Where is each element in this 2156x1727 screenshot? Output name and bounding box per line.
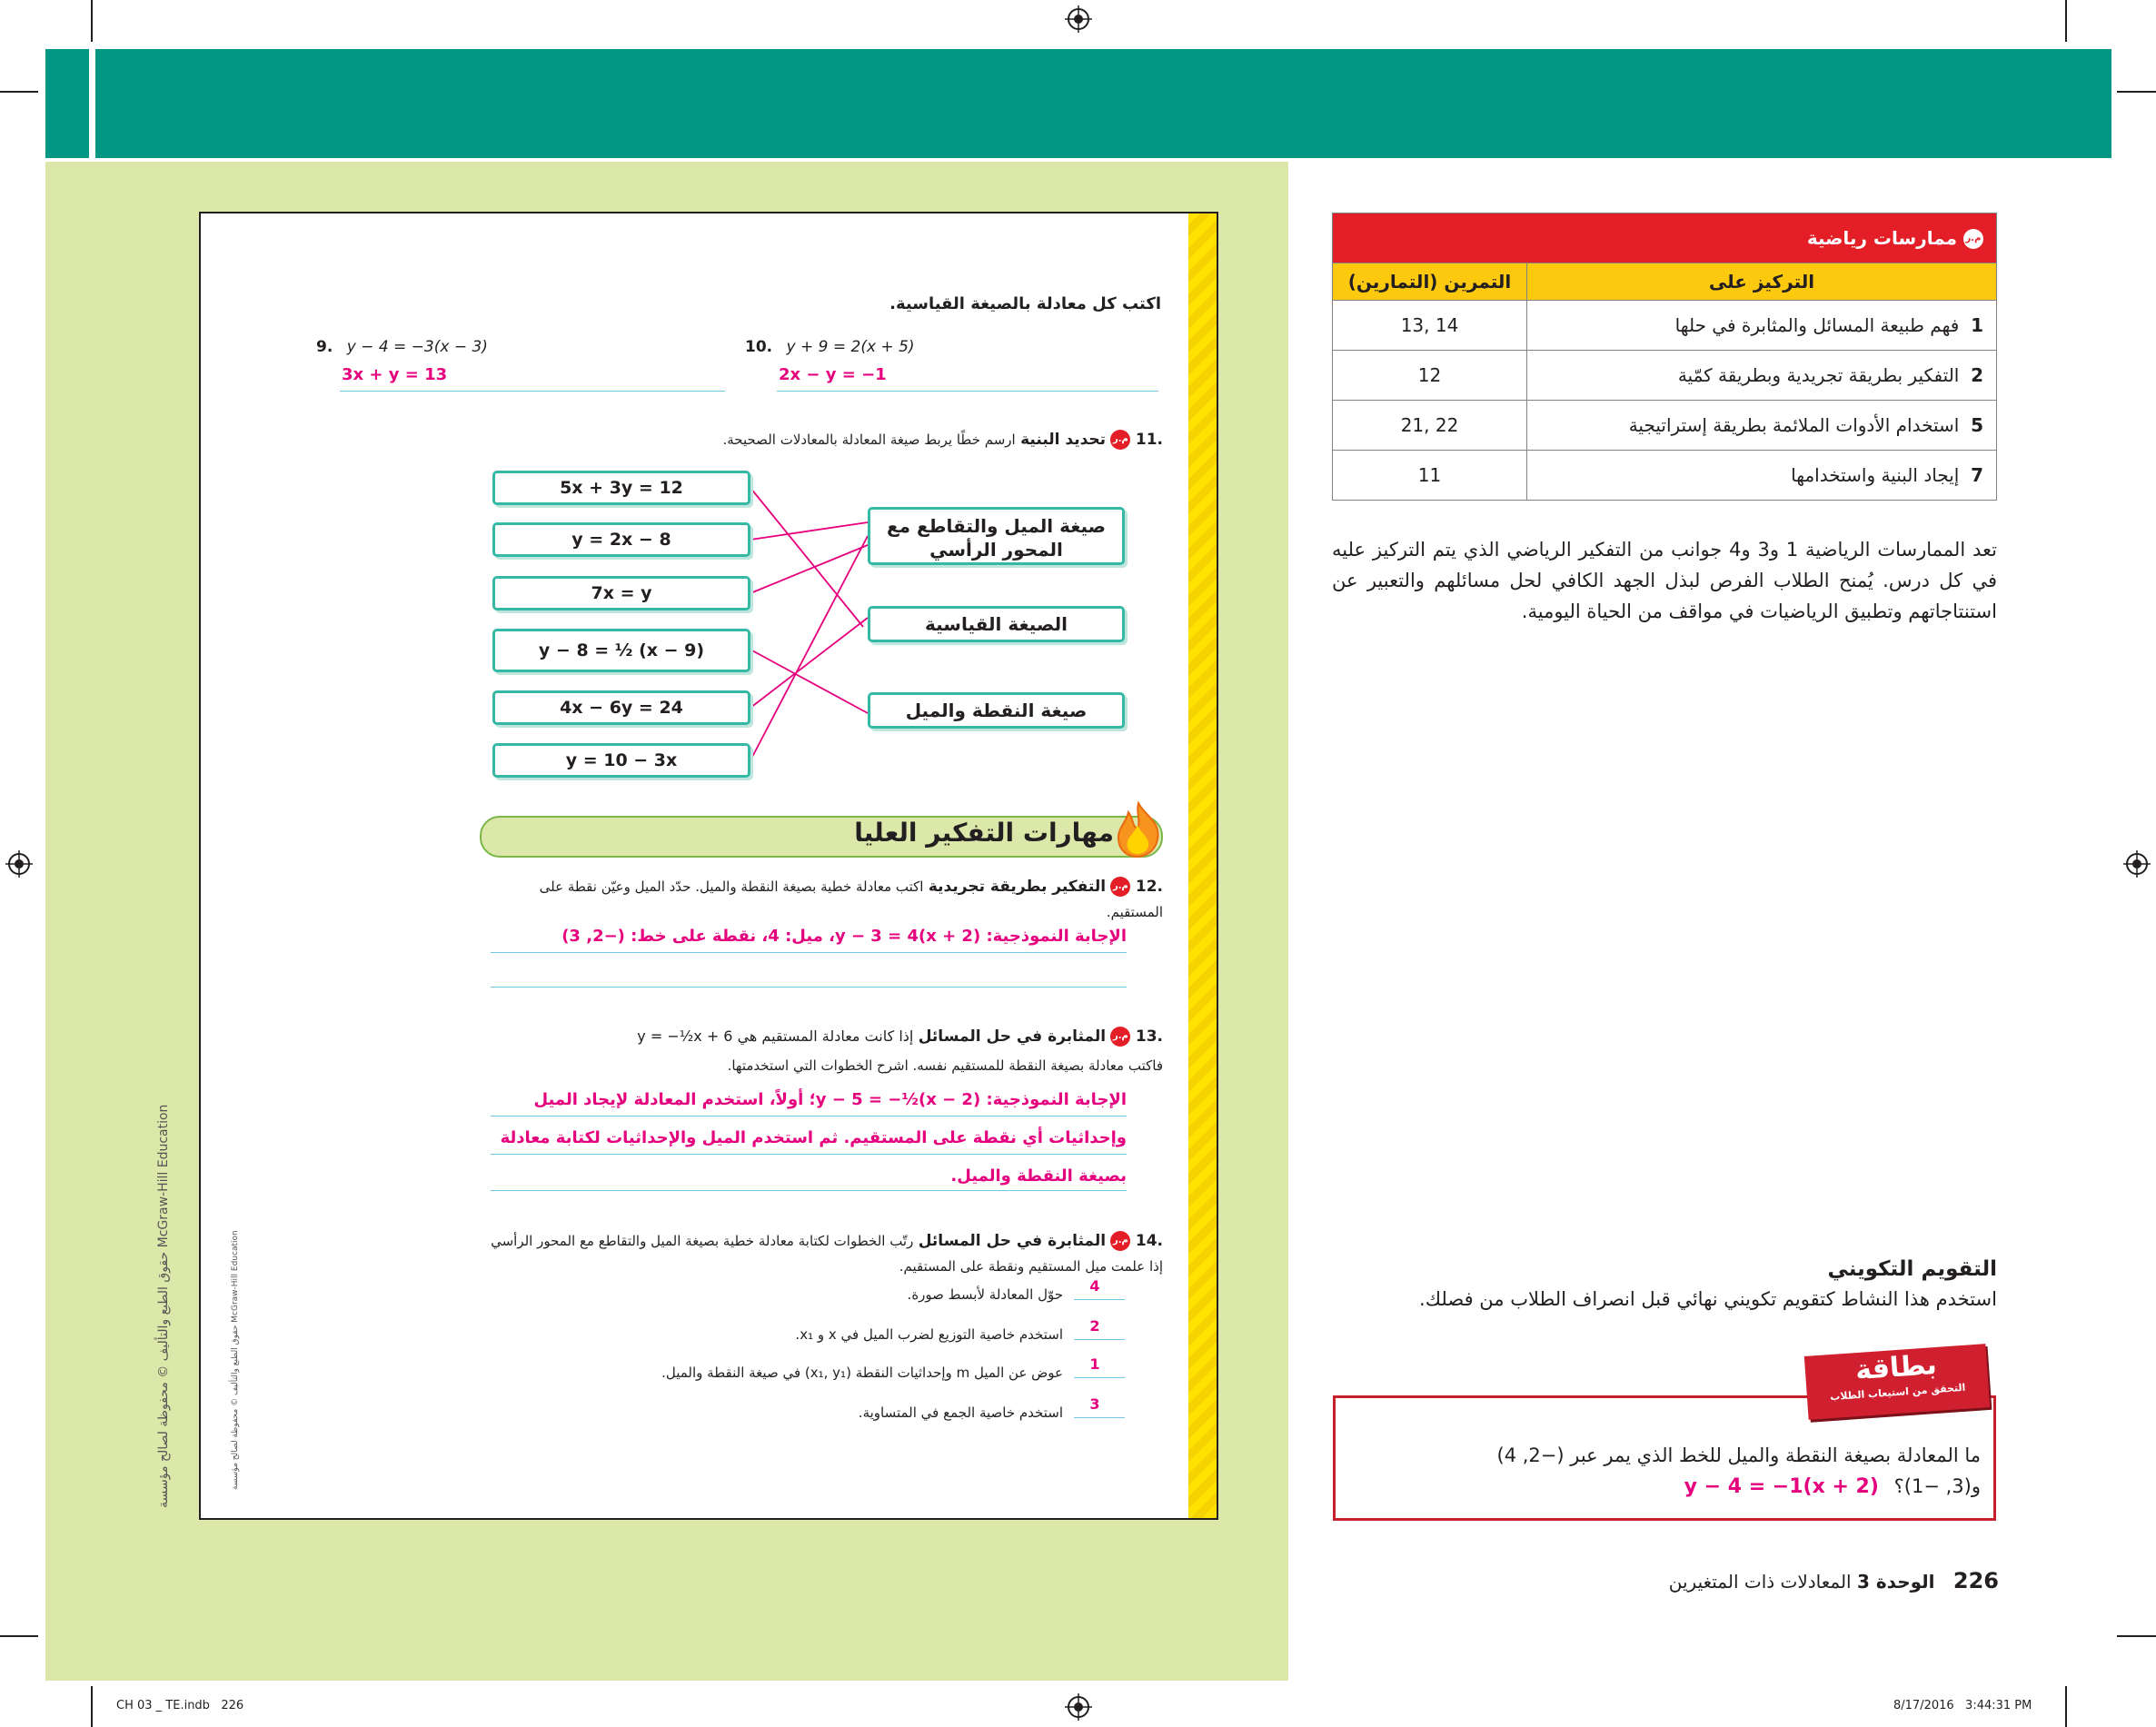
answer-line bbox=[777, 391, 1158, 392]
hots-title: مهارات التفكير العليا bbox=[854, 818, 1114, 848]
practice-number: 5 bbox=[1971, 414, 1983, 436]
math-practice-icon: م.ر bbox=[1110, 877, 1130, 897]
practice-number: 1 bbox=[1971, 314, 1983, 336]
equation-box: y = 2x − 8 bbox=[492, 522, 750, 557]
q11-number: .11 bbox=[1135, 431, 1163, 449]
answer-line bbox=[1074, 1339, 1125, 1340]
student-page bbox=[199, 212, 1218, 1520]
assessment-question-tail: و(3, −1)؟ bbox=[1893, 1475, 1981, 1497]
practice-exercises: 12 bbox=[1333, 351, 1527, 401]
q12 bbox=[491, 874, 1163, 925]
q11 bbox=[563, 430, 1163, 450]
col-focus: التركيز على bbox=[1527, 263, 1997, 301]
q11-text: ارسم خطًا يربط صيغة المعادلة بالمعادلات الصحيحة. bbox=[722, 432, 1016, 448]
q12-title: التفكير بطريقة تجريدية bbox=[928, 878, 1107, 896]
q14-number: .14 bbox=[1135, 1232, 1163, 1250]
form-box-standard: الصيغة القياسية bbox=[868, 606, 1125, 642]
q14-step: استخدم خاصية الجمع في المتساوية. bbox=[858, 1404, 1063, 1421]
practices-title: ممارسات رياضية bbox=[1806, 226, 1958, 249]
math-practices-table bbox=[1332, 213, 1997, 501]
q14 bbox=[491, 1228, 1163, 1279]
q10 bbox=[745, 338, 915, 356]
unit-label: الوحدة 3 bbox=[1856, 1571, 1935, 1593]
q13-answer-line2: وإحداثيات أي نقطة على المستقيم. ثم استخدم الميل والإحداثيات لكتابة معادلة bbox=[500, 1128, 1127, 1147]
side-copyright-small: حقوق الطبع والتأليف © محفوظة لصالح مؤسسة McGraw-Hill Education bbox=[231, 1230, 240, 1490]
q11-title: تحديد البنية bbox=[1020, 431, 1107, 449]
form-box-point-slope: صيغة النقطة والميل bbox=[868, 692, 1125, 729]
answer-line bbox=[491, 952, 1127, 953]
q13-text2: فاكتب معادلة بصيغة النقطة للمستقيم نفسه. اشرح الخطوات التي استخدمتها. bbox=[727, 1057, 1163, 1074]
q12-answer: الإجابة النموذجية: y − 3 = 4(x + 2)، ميل: 4، نقطة على خط: (−2, 3) bbox=[561, 927, 1127, 946]
ticket-title: بطاقة bbox=[1854, 1348, 1938, 1387]
q14-step: استخدم خاصية التوزيع لضرب الميل في x و x₁. bbox=[795, 1326, 1063, 1343]
math-practice-icon: م.ر bbox=[1963, 229, 1983, 249]
table-row bbox=[1333, 401, 1997, 451]
practice-exercises: 13, 14 bbox=[1333, 301, 1527, 351]
practice-exercises: 11 bbox=[1333, 451, 1527, 501]
practice-focus: استخدام الأدوات الملائمة بطريقة إستراتيجية bbox=[1628, 414, 1960, 436]
slug-date: 8/17/2016 3:44:31 PM bbox=[1893, 1699, 2032, 1712]
unit-title: المعادلات ذات المتغيرين bbox=[1668, 1571, 1852, 1593]
col-exercise: التمرين (التمارين) bbox=[1333, 263, 1527, 301]
crop-mark bbox=[91, 1686, 93, 1727]
equation-box: 7x = y bbox=[492, 576, 750, 610]
q9-number: 9. bbox=[316, 338, 333, 356]
table-row bbox=[1333, 351, 1997, 401]
assessment-question-line1: ما المعادلة بصيغة النقطة والميل للخط الذي يمر عبر (−2, 4) bbox=[1496, 1444, 1981, 1466]
q9-answer: 3x + y = 13 bbox=[342, 365, 448, 384]
page-number: 226 bbox=[1952, 1568, 1999, 1593]
table-row bbox=[1333, 301, 1997, 351]
q13-title: المثابرة في حل المسائل bbox=[918, 1027, 1107, 1046]
assessment-answer: y − 4 = −1(x + 2) bbox=[1684, 1475, 1879, 1498]
header-bar bbox=[45, 49, 2111, 158]
registration-mark-bottom bbox=[1065, 1693, 1092, 1721]
q10-number: 10. bbox=[745, 338, 773, 356]
practices-header bbox=[1333, 213, 1997, 263]
q13-answer-line1: الإجابة النموذجية: y − 5 = −½(x − 2)؛ أولاً، استخدم المعادلة لإيجاد الميل bbox=[533, 1090, 1127, 1109]
q14-step-number: 3 bbox=[1089, 1395, 1100, 1413]
side-copyright: حقوق الطبع والتأليف © محفوظة لصالح مؤسسة McGraw-Hill Education bbox=[156, 1104, 171, 1508]
assessment-question-line2 bbox=[1354, 1475, 1981, 1498]
q10-answer: 2x − y = −1 bbox=[779, 365, 887, 384]
crop-mark bbox=[2065, 0, 2067, 42]
registration-mark-top bbox=[1065, 5, 1092, 33]
q13 bbox=[491, 1027, 1163, 1047]
practice-number: 7 bbox=[1971, 464, 1983, 486]
crop-mark bbox=[2117, 91, 2156, 93]
practices-paragraph: تعد الممارسات الرياضية 1 و3 و4 جوانب من التفكير الرياضي الذي يتم التركيز عليه في كل درس. يُمنح الطلاب الفرص لبذل الجهد الكافي لحل مسائلهم والتعبير عن استنتاجاتهم وتطبيق الرياضيات في مواقف من الحياة اليومية. bbox=[1332, 539, 1997, 622]
equation-box: 4x − 6y = 24 bbox=[492, 690, 750, 725]
slug-file: CH 03 _ TE.indb 226 bbox=[116, 1699, 244, 1712]
q12-number: .12 bbox=[1135, 878, 1163, 896]
table-row bbox=[1333, 451, 1997, 501]
flame-icon bbox=[1112, 799, 1165, 859]
crop-mark bbox=[91, 0, 93, 42]
registration-mark-left bbox=[5, 850, 33, 878]
assessment-text: استخدم هذا النشاط كتقويم تكويني نهائي قبل انصراف الطلاب من فصلك. bbox=[1419, 1288, 1997, 1310]
q14-title: المثابرة في حل المسائل bbox=[918, 1232, 1107, 1250]
ticket-subtitle: التحقق من استيعاب الطلاب bbox=[1829, 1381, 1966, 1404]
q10-equation: y + 9 = 2(x + 5) bbox=[786, 338, 915, 356]
assessment-title: التقويم التكويني bbox=[1827, 1257, 1997, 1281]
answer-line bbox=[491, 1116, 1127, 1117]
q14-step-number: 1 bbox=[1089, 1355, 1100, 1373]
crop-mark bbox=[0, 1635, 38, 1637]
math-practice-icon: م.ر bbox=[1110, 1231, 1130, 1251]
equation-box: y − 8 = ½ (x − 9) bbox=[492, 629, 750, 672]
exit-ticket-badge bbox=[1804, 1344, 1990, 1420]
q14-step: حوّل المعادلة لأبسط صورة. bbox=[907, 1286, 1063, 1303]
crop-mark bbox=[2117, 1635, 2156, 1637]
equation-box: y = 10 − 3x bbox=[492, 743, 750, 778]
answer-line bbox=[1074, 1377, 1125, 1378]
q13-number: .13 bbox=[1135, 1027, 1163, 1046]
registration-mark-right bbox=[2123, 850, 2151, 878]
answer-line bbox=[340, 391, 725, 392]
q14-step-number: 2 bbox=[1089, 1317, 1100, 1335]
practice-focus: التفكير بطريقة تجريدية وبطريقة كمّية bbox=[1677, 364, 1960, 386]
crop-mark bbox=[2065, 1686, 2067, 1727]
q9-equation: y − 4 = −3(x − 3) bbox=[346, 338, 488, 356]
q14-step-number: 4 bbox=[1089, 1277, 1100, 1295]
exercise-instruction: اكتب كل معادلة بالصيغة القياسية. bbox=[889, 294, 1161, 313]
practice-number: 2 bbox=[1971, 364, 1983, 386]
crop-mark bbox=[0, 91, 38, 93]
page-footer bbox=[1545, 1568, 1999, 1593]
form-box-slope-intercept: صيغة الميل والتقاطع مع المحور الرأسي bbox=[868, 507, 1125, 565]
practice-focus: إيجاد البنية واستخدامها bbox=[1791, 464, 1960, 486]
q14-text: رتّب الخطوات لكتابة معادلة خطية بصيغة الميل والتقاطع مع المحور الرأسي إذا علمت ميل المستقيم ونقطة على المستقيم. bbox=[491, 1233, 1163, 1275]
answer-line bbox=[1074, 1299, 1125, 1300]
math-practice-icon: م.ر bbox=[1110, 1027, 1130, 1047]
practice-focus: فهم طبيعة المسائل والمثابرة في حلها bbox=[1674, 314, 1960, 336]
q9 bbox=[316, 338, 488, 356]
math-practice-icon: م.ر bbox=[1110, 430, 1130, 450]
answer-line bbox=[1074, 1417, 1125, 1418]
practice-exercises: 21, 22 bbox=[1333, 401, 1527, 451]
answer-line bbox=[491, 1190, 1127, 1191]
q13-text: إذا كانت معادلة المستقيم هي y = −½x + 6 bbox=[637, 1027, 914, 1045]
answer-line bbox=[491, 1154, 1127, 1155]
q13-answer-line3: بصيغة النقطة والميل. bbox=[950, 1166, 1127, 1186]
answer-line bbox=[491, 987, 1127, 988]
equation-box: 5x + 3y = 12 bbox=[492, 471, 750, 505]
q12-text: اكتب معادلة خطية بصيغة النقطة والميل. حدّد الميل وعيّن نقطة على المستقيم. bbox=[539, 878, 1163, 920]
page-edge-stripe bbox=[1188, 213, 1217, 1518]
q14-step: عوض عن الميل m وإحداثيات النقطة (x₁, y₁) في صيغة النقطة والميل. bbox=[661, 1365, 1063, 1381]
